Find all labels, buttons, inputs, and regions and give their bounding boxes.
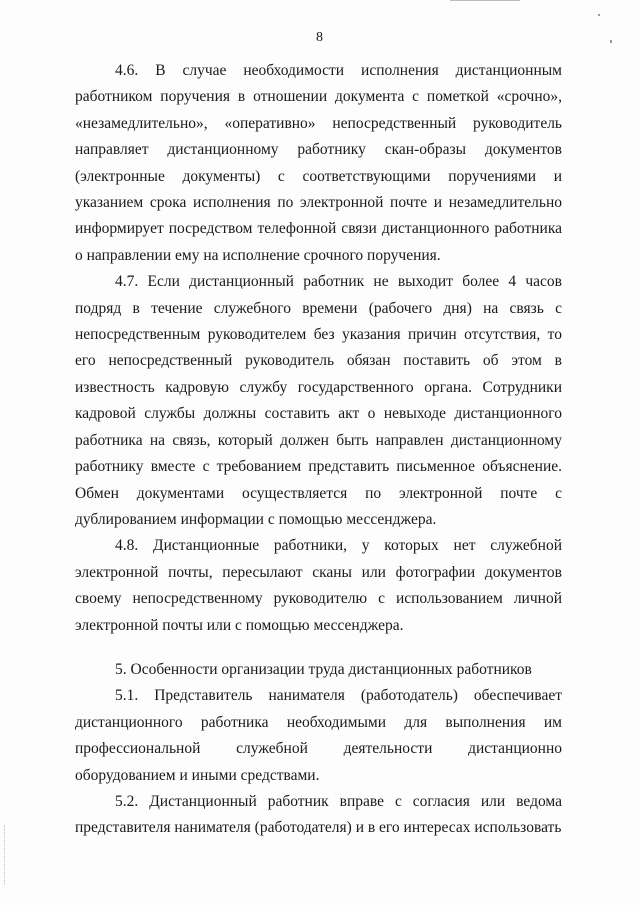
page-number: 8 xyxy=(316,30,323,45)
paragraph-4-7: 4.7. Если дистанционный работник не выходит более 4 часов подряд в течение служебного времени (рабочего дня) на связь с непосредственным руководителем без указания причин отсутствия, то его непосредственный руководитель обязан поставить об этом в известность кадровую службу государственного органа. Сотрудники кадровой службы должны составить акт о невыходе дистанционного работника на связь, который должен быть направлен дистанционному работнику вместе с требованием представить письменное объяснение. Обмен документами осуществляется по электронной почте с дублированием информации с помощью мессенджера. xyxy=(75,273,562,528)
scan-edge-artifact xyxy=(450,0,520,1)
section-heading: 5. Особенности организации труда дистанционных работников xyxy=(115,660,532,678)
paragraph-4-6: 4.6. В случае необходимости исполнения дистанционным работником поручения в отношении документа с пометкой «срочно», «незамедлительно», «оперативно» непосредственный руководитель направляет дистанционному работнику скан-образы документов (электронные документы) с соответствующими поручениями и указанием срока исполнения по электронной почте и незамедлительно информирует посредством телефонной связи дистанционного работника о направлении ему на исполнение срочного поручения. xyxy=(75,62,562,264)
scan-edge-artifact xyxy=(4,825,6,885)
scan-speck xyxy=(598,14,600,16)
paragraph-5-1: 5.1. Представитель нанимателя (работодатель) обеспечивает дистанционного работника необходимыми для выполнения им профессиональной служебной деятельности дистанционно оборудованием и иными средствами. xyxy=(75,687,562,784)
paragraph-4-8: 4.8. Дистанционные работники, у которых нет служебной электронной почты, пересылают сканы или фотографии документов своему непосредственному руководителю с использованием личной электронной почты или с помощью мессенджера. xyxy=(75,537,562,634)
paragraph-5-2: 5.2. Дистанционный работник вправе с согласия или ведома представителя нанимателя (работодателя) и в его интересах использовать xyxy=(75,792,562,837)
document-body xyxy=(75,58,562,842)
